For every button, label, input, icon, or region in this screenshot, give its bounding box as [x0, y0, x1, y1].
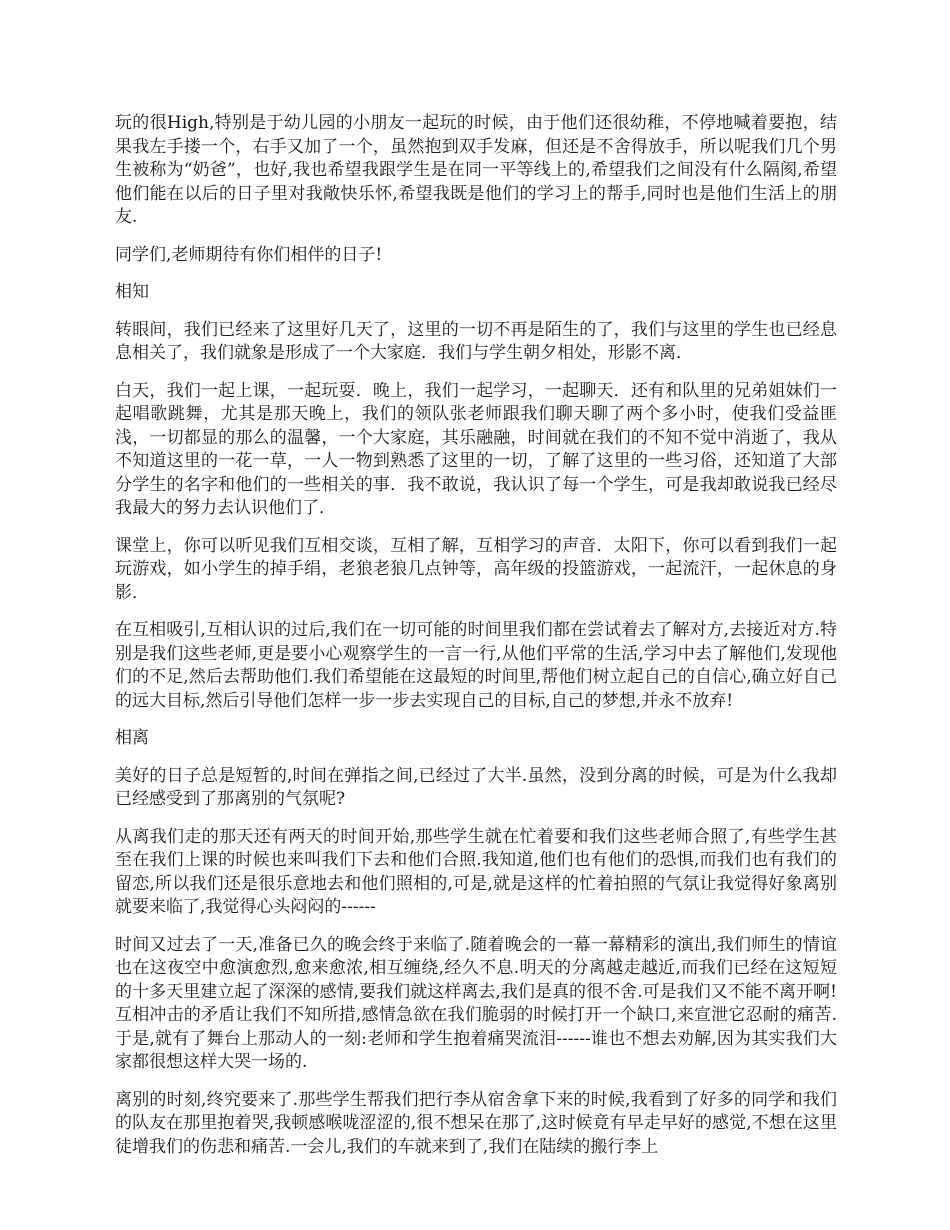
- document-body: [115, 112, 837, 1173]
- paragraph-daytime: 白天，我们一起上课，一起玩耍．晚上，我们一起学习，一起聊天．还有和队里的兄弟姐妹们一起唱歌跳舞，尤其是那天晚上，我们的领队张老师跟我们聊天聊了两个多小时，使我们受益匪浅，一切都显的那么的温馨，一个大家庭，其乐融融，时间就在我们的不知不觉中消逝了，我从不知道这里的一花一草，一人一物到熟悉了这里的一切，了解了这里的一些习俗，还知道了大部分学生的名字和他们的一些相关的事．我不敢说，我认识了每一个学生，可是我却敢说我已经尽我最大的努力去认识他们了．: [115, 380, 837, 518]
- paragraph-short-days: 美好的日子总是短暂的,时间在弹指之间,已经过了大半.虽然，没到分离的时候，可是为什么我却已经感受到了那离别的气氛呢?: [115, 765, 837, 809]
- paragraph-photos: 从离我们走的那天还有两天的时间开始,那些学生就在忙着要和我们这些老师合照了,有些学生甚至在我们上课的时候也来叫我们下去和他们合照.我知道,他们也有他们的恐惧,而我们也有我们的留恋,所以我们还是很乐意地去和他们照相的,可是,就是这样的忙着拍照的气氛让我觉得好象离别就要来临了,我觉得心头闷闷的------: [115, 826, 837, 917]
- paragraph-greeting: 同学们,老师期待有你们相伴的日子!: [115, 244, 383, 265]
- paragraph-arrival: 转眼间，我们已经来了这里好几天了，这里的一切不再是陌生的了，我们与这里的学生也已经息息相关了，我们就象是形成了一个大家庭．我们与学生朝夕相处，形影不离．: [115, 319, 837, 363]
- section-heading-xiangli: 相离: [115, 728, 149, 748]
- paragraph-classroom: 课堂上，你可以听见我们互相交谈，互相了解，互相学习的声音．太阳下，你可以看到我们一起玩游戏，如小学生的掉手绢，老狼老狼几点钟等，高年级的投篮游戏，一起流汗，一起休息的身影．: [115, 535, 837, 603]
- section-heading-xiangzhi: 相知: [115, 282, 149, 302]
- paragraph-farewell: 离别的时刻,终究要来了.那些学生帮我们把行李从宿舍拿下来的时候,我看到了好多的同学和我们的队友在那里抱着哭,我顿感喉咙涩涩的,很不想呆在那了,这时候竟有早走早好的感觉,不想在这里徒增我们的伤悲和痛苦.一会儿,我们的车就来到了,我们在陆续的搬行李上: [115, 1089, 837, 1157]
- paragraph-evening-party: 时间又过去了一天,准备已久的晚会终于来临了.随着晚会的一幕一幕精彩的演出,我们师生的情谊也在这夜空中愈演愈烈,愈来愈浓,相互缠绕,经久不息.明天的分离越走越近,而我们已经在这短短的十多天里建立起了深深的感情,要我们就这样离去,我们是真的很不舍.可是我们又不能不离开啊!互相冲击的矛盾让我们不知所措,感情急欲在我们脆弱的时候打开一个缺口,来宣泄它忍耐的痛苦.于是,就有了舞台上那动人的一刻:老师和学生抱着痛哭流泪------谁也不想去劝解,因为其实我们大家都很想这样大哭一场的.: [115, 934, 837, 1072]
- paragraph-intro: 玩的很High,特别是于幼儿园的小朋友一起玩的时候，由于他们还很幼稚，不停地喊着要抱，结果我左手搂一个，右手又加了一个，虽然抱到双手发麻，但还是不舍得放手，所以呢我们几个男生被称为“奶爸”，也好,我也希望我跟学生是在同一平等线上的,希望我们之间没有什么隔阂,希望他们能在以后的日子里对我敞快乐怀,希望我既是他们的学习上的帮手,同时也是他们生活上的朋友.: [115, 113, 837, 227]
- paragraph-understanding: 在互相吸引,互相认识的过后,我们在一切可能的时间里我们都在尝试着去了解对方,去接近对方.特别是我们这些老师,更是要小心观察学生的一言一行,从他们平常的生活,学习中去了解他们,发现他们的不足,然后去帮助他们.我们希望能在这最短的时间里,帮他们树立起自己的自信心,确立好自己的远大目标,然后引导他们怎样一步一步去实现自己的目标,自己的梦想,并永不放弃!: [115, 620, 837, 711]
